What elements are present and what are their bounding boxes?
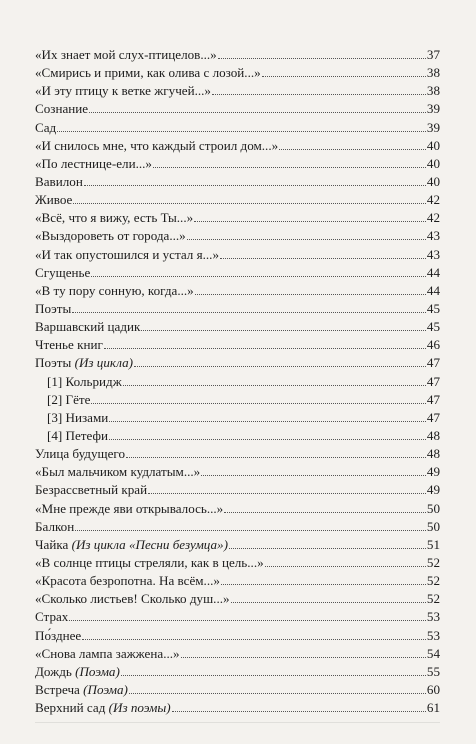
dot-leader [148,493,426,494]
toc-entry [35,336,440,354]
toc-entry-title [47,373,122,391]
toc-entry-title-text: Сознание [35,101,89,117]
toc-entry-page-number: 42 [426,192,440,208]
dot-leader [75,530,426,531]
toc-entry-page-number: 38 [426,83,440,99]
toc-entry-title [35,264,90,282]
toc-entry-page-number: 40 [426,155,440,171]
dot-leader [57,131,426,132]
toc-entry-title-text: Вавилон [35,173,83,189]
toc-entry [35,427,440,445]
toc-entry [35,100,440,118]
toc-entry-page-number: 40 [426,137,440,153]
toc-entry-title [35,246,219,264]
toc-entry-title [35,318,140,336]
toc-entry-page-number: 52 [426,573,440,589]
toc-entry-subtitle: (Из поэмы) [108,700,171,716]
toc-entry-page-number: 47 [426,391,440,407]
toc-entry-title [35,663,120,681]
toc-entry-title [35,627,81,645]
toc-entry-title-text: Живое [35,192,73,208]
toc-entry-title-text: «Смирись и прими, как олива с лозой...» [35,65,261,81]
toc-entry-title-text: Варшавский цадик [35,319,141,335]
dot-leader [73,203,426,204]
toc-entry [35,445,440,463]
toc-entry-page-number: 42 [426,210,440,226]
toc-entry-title-text: «И так опустошился и устал я...» [35,246,219,262]
toc-entry [35,463,440,481]
toc-entry-page-number: 46 [426,337,440,353]
toc-entry-page-number: 39 [426,101,440,117]
dot-leader [109,439,426,440]
dot-leader [153,167,426,168]
toc-entry-page-number: 47 [426,373,440,389]
toc-entry-title [35,82,211,100]
toc-entry-title [35,572,220,590]
toc-entry-title [35,354,133,372]
toc-entry-title [35,608,68,626]
dot-leader [134,366,426,367]
toc-entry-title-text: [2] Гёте [47,391,91,407]
toc-entry-page-number: 38 [426,65,440,81]
toc-entry-title-text: По́зднее [35,627,82,643]
toc-entry-title-text: Чтенье книг [35,337,103,353]
toc-entry-page-number: 45 [426,300,440,316]
toc-entry-page-number: 48 [426,427,440,443]
dot-leader [172,711,426,712]
toc-entry-page-number: 37 [426,47,440,62]
toc-entry-page-number: 40 [426,173,440,189]
toc-entry-title-text: «Мне прежде яви открывалось...» [35,500,224,516]
toc-entry [35,119,440,137]
toc-entry-title-text: «Выздороветь от города...» [35,228,186,244]
dot-leader [220,258,426,259]
dot-leader [129,693,426,694]
dot-leader [212,94,426,95]
toc-entry-title-text: «Был мальчиком кудлатым...» [35,464,201,480]
dot-leader [91,403,425,404]
toc-entry-page-number: 39 [426,119,440,135]
toc-entry-title [35,173,83,191]
toc-entry-page-number: 49 [426,464,440,480]
toc-entry [35,227,440,245]
toc-entry-title-text: «Сколько листьев! Сколько душ...» [35,591,230,607]
dot-leader [187,239,426,240]
dot-leader [126,457,426,458]
toc-entry-title [35,100,88,118]
dot-leader [84,185,426,186]
toc-entry-title [35,590,230,608]
dot-leader [218,58,426,59]
toc-entry-title-text: «Их знает мой слух-птицелов...» [35,47,217,62]
toc-entry [35,373,440,391]
dot-leader [221,584,426,585]
toc-entry-page-number: 43 [426,228,440,244]
toc-entry [35,82,440,100]
toc-entry-title [35,209,193,227]
toc-entry-title [35,699,171,717]
toc-entry-page-number: 44 [426,282,440,298]
toc-entry-title [35,191,72,209]
toc-entry-title [35,155,152,173]
toc-entry [35,627,440,645]
dot-leader [91,276,426,277]
dot-leader [104,348,426,349]
dot-leader [279,149,426,150]
dot-leader [181,657,426,658]
toc-entry-subtitle: (Поэма) [83,681,128,697]
toc-entry [35,536,440,554]
dot-leader [201,475,426,476]
toc-entry [35,318,440,336]
dot-leader [82,639,426,640]
toc-entry-page-number: 60 [426,681,440,697]
toc-entry-title [35,445,125,463]
dot-leader [69,620,426,621]
toc-entry [35,46,440,64]
toc-entry-subtitle: (Из цикла) [74,355,134,371]
toc-entry-page-number: 61 [426,700,440,716]
page-bottom-edge [35,722,440,723]
toc-entry-title-text: Улица будущего [35,446,126,462]
toc-entry-title-text: «В солнце птицы стреляли, как в цель...» [35,554,264,570]
toc-entry-page-number: 48 [426,446,440,462]
toc-entry-title [35,227,186,245]
toc-entry-title [35,300,71,318]
toc-entry [35,64,440,82]
toc-entry-title-text: Верхний сад [35,700,109,716]
toc-entry-title-text: Балкон [35,518,75,534]
toc-entry [35,155,440,173]
toc-entry-title [35,481,147,499]
toc-entry-title [35,463,200,481]
toc-entry-page-number: 47 [426,409,440,425]
toc-entry-title [35,645,180,663]
toc-entry-page-number: 53 [426,627,440,643]
toc-entry [35,663,440,681]
toc-entry-title [47,427,108,445]
toc-entry-title-text: [3] Низами [47,409,109,425]
toc-entry [35,409,440,427]
toc-entry-page-number: 44 [426,264,440,280]
toc-entry [35,246,440,264]
toc-entry-title-text: [1] Кольридж [47,373,122,389]
toc-entry-subtitle: (Поэма) [75,663,120,679]
toc-entry [35,391,440,409]
toc-entry [35,590,440,608]
toc-entry [35,282,440,300]
toc-entry-title-text: Чайка [35,536,72,552]
toc-entry-title-text: Встреча [35,681,84,697]
dot-leader [141,330,426,331]
dot-leader [195,294,426,295]
toc-entry-page-number: 52 [426,591,440,607]
toc-entry [35,209,440,227]
toc-entry-page-number: 45 [426,319,440,335]
toc-entry-title-text: Поэты [35,300,72,316]
toc-entry-title-text: «Снова лампа зажжена...» [35,645,180,661]
dot-leader [121,675,426,676]
dot-leader [262,76,426,77]
dot-leader [194,221,426,222]
toc-entry-page-number: 50 [426,500,440,516]
toc-entry [35,191,440,209]
toc-entry [35,645,440,663]
toc-entry-page-number: 43 [426,246,440,262]
toc-entry-page-number: 52 [426,554,440,570]
dot-leader [89,112,426,113]
dot-leader [123,385,426,386]
toc-entry-subtitle: (Из цикла «Песни безумца») [71,536,228,552]
toc-entry-title [35,536,228,554]
toc-entry-title [35,554,264,572]
dot-leader [224,512,426,513]
dot-leader [265,566,426,567]
toc-entry [35,554,440,572]
toc-entry-title-text: «Красота безропотна. На всём...» [35,573,220,589]
dot-leader [109,421,426,422]
toc-entry [35,518,440,536]
toc-entry-title [35,681,128,699]
toc-entry [35,572,440,590]
toc-entry-page-number: 53 [426,609,440,625]
toc-entry-title-text: «И эту птицу к ветке жгучей...» [35,83,211,99]
toc-entry-title [47,391,90,409]
toc-entry-title-text: «В ту пору сонную, когда...» [35,282,194,298]
toc-entry-title-text: Безрассветный край [35,482,148,498]
toc-entry-page-number: 55 [426,663,440,679]
toc-entry [35,264,440,282]
toc-entry-title-text: Дождь [35,663,76,679]
toc-entry-title-text: «И снилось мне, что каждый строил дом...» [35,137,279,153]
toc-entry-page-number: 51 [426,536,440,552]
table-of-contents [35,46,440,717]
toc-entry [35,354,440,372]
dot-leader [229,548,426,549]
toc-entry [35,608,440,626]
toc-entry [35,173,440,191]
dot-leader [72,312,426,313]
toc-entry-title-text: Страх [35,609,69,625]
toc-entry-title-text: Сад [35,119,57,135]
toc-entry-title [35,137,278,155]
toc-entry-title [35,282,194,300]
toc-entry-title [35,119,56,137]
toc-entry [35,137,440,155]
toc-entry-page-number: 49 [426,482,440,498]
toc-entry [35,500,440,518]
toc-entry-title-text: «По лестнице-ели...» [35,155,152,171]
toc-entry [35,300,440,318]
toc-entry [35,481,440,499]
toc-entry-title-text: «Всё, что я вижу, есть Ты...» [35,210,194,226]
toc-entry [35,699,440,717]
toc-entry-page-number: 50 [426,518,440,534]
toc-entry-title [47,409,108,427]
toc-entry-title [35,500,223,518]
toc-entry-title-text: Поэты [35,355,75,371]
toc-entry-title [35,64,261,82]
toc-entry [35,681,440,699]
toc-entry-title [35,46,217,64]
toc-entry-title [35,518,74,536]
dot-leader [231,602,426,603]
toc-entry-page-number: 54 [426,645,440,661]
toc-entry-title [35,336,103,354]
toc-entry-title-text: Сгущенье [35,264,91,280]
toc-entry-page-number: 47 [426,355,440,371]
toc-entry-title-text: [4] Петефи [47,427,108,443]
